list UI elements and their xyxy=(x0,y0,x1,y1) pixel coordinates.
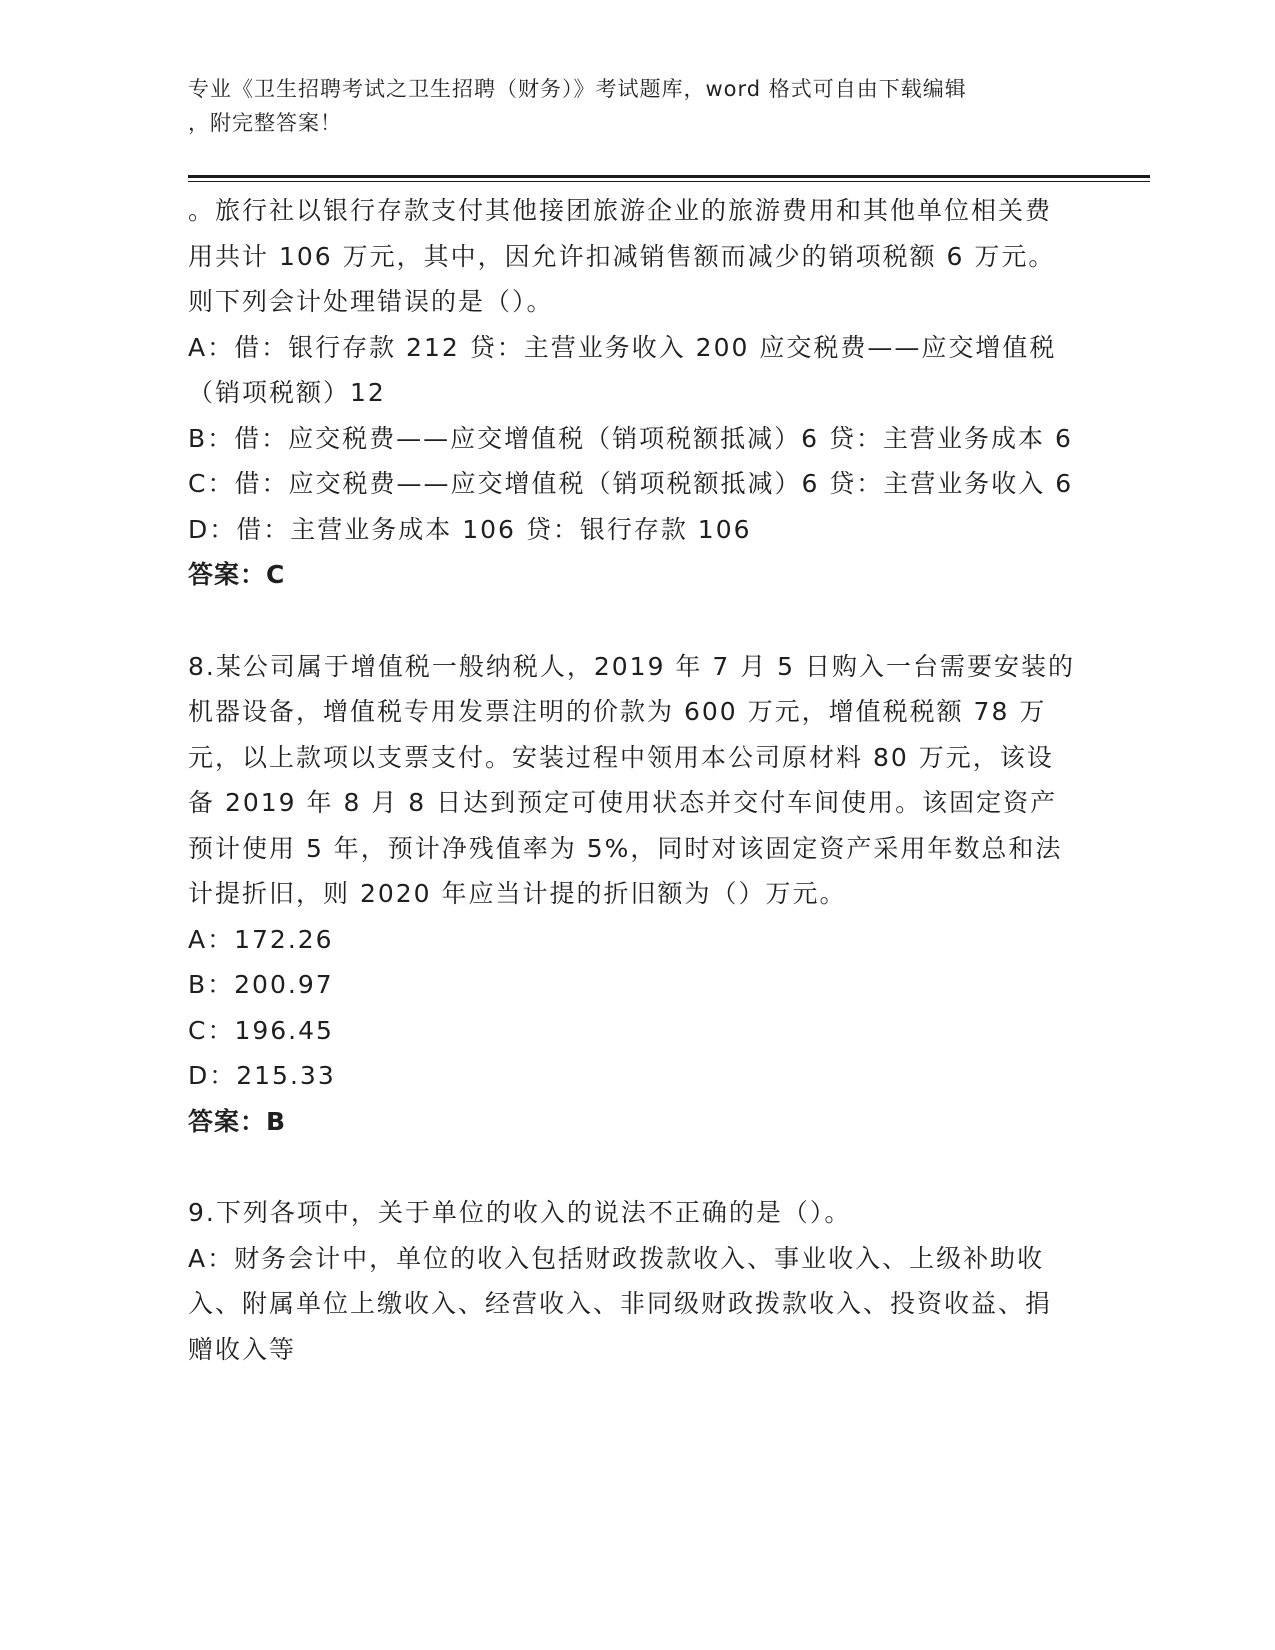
option-b: B：借：应交税费——应交增值税（销项税额抵减）6 贷：主营业务成本 6 xyxy=(188,423,1073,453)
option-d: D：借：主营业务成本 106 贷：银行存款 106 xyxy=(188,514,752,544)
question-stem: 。旅行社以银行存款支付其他接团旅游企业的旅游费用和其他单位相关费用共计 106 万元，其中，因允许扣减销售额而减少的销项税额 6 万元。则下列会计处理错误的是（）。 xyxy=(188,196,1056,316)
header-divider xyxy=(188,175,1150,182)
question-9 xyxy=(188,1190,1078,1372)
answer-label: 答案：B xyxy=(188,1106,287,1136)
option-b: B：200.97 xyxy=(188,970,334,999)
spacer xyxy=(188,598,1078,644)
page-header xyxy=(188,72,1068,140)
option-d: D：215.33 xyxy=(188,1061,336,1090)
spacer xyxy=(188,1144,1078,1190)
header-line-1: 专业《卫生招聘考试之卫生招聘（财务）》考试题库，word 格式可自由下载编辑 xyxy=(188,77,967,101)
header-divider-thick xyxy=(188,175,1150,178)
question-stem: 8.某公司属于增值税一般纳税人，2019 年 7 月 5 日购入一台需要安装的机器设备，增值税专用发票注明的价款为 600 万元，增值税税额 78 万元，以上款项以支票支付。安装过程中领用本公司原材料 80 万元，该设备 2019 年 8 月 8 日达到预定可使用状态并交付车间使用。该固定资产预计使用 5 年，预计净残值率为 5%，同时对该固定资产采用年数总和法计提折旧，则 2020 年应当计提的折旧额为（）万元。 xyxy=(188,651,1076,908)
question-stem: 9.下列各项中，关于单位的收入的说法不正确的是（）。 xyxy=(188,1198,852,1227)
option-c: C：借：应交税费——应交增值税（销项税额抵减）6 贷：主营业务收入 6 xyxy=(188,469,1074,498)
question-8 xyxy=(188,644,1078,1145)
answer-label: 答案：C xyxy=(188,560,286,589)
question-7 xyxy=(188,188,1078,598)
option-a: A：172.26 xyxy=(188,924,334,954)
document-body xyxy=(188,188,1078,1372)
option-a: A：借：银行存款 212 贷：主营业务收入 200 应交税费——应交增值税（销项税额）12 xyxy=(188,332,1057,407)
header-divider-thin xyxy=(188,181,1150,182)
header-line-2: ，附完整答案！ xyxy=(188,111,342,135)
option-a: A：财务会计中，单位的收入包括财政拨款收入、事业收入、上级补助收入、附属单位上缴收入、经营收入、非同级财政拨款收入、投资收益、捐赠收入等 xyxy=(188,1243,1053,1364)
option-c: C：196.45 xyxy=(188,1015,334,1045)
